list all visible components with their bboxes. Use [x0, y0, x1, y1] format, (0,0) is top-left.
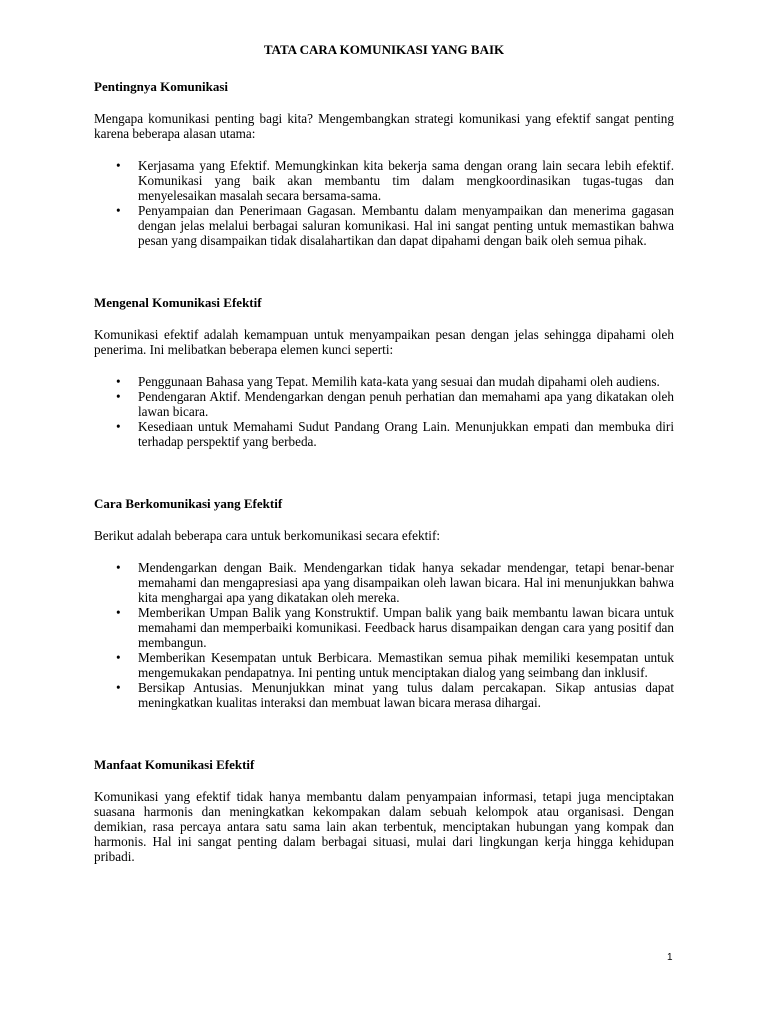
bullet-icon: • [116, 203, 121, 218]
bullet-icon: • [116, 560, 121, 575]
page-number: 1 [667, 952, 673, 963]
section-heading-pentingnya-komunikasi: Pentingnya Komunikasi [94, 79, 229, 94]
section-heading-mengenal-komunikasi-efektif: Mengenal Komunikasi Efektif [94, 295, 262, 310]
document-title: TATA CARA KOMUNIKASI YANG BAIK [263, 42, 505, 57]
spacer [94, 710, 674, 757]
list-item [94, 374, 674, 389]
bullet-icon: • [116, 158, 121, 173]
list-item [94, 158, 674, 203]
section-intro-manfaat-komunikasi: Komunikasi yang efektif tidak hanya membantu dalam penyampaian informasi, tetapi juga menciptakan suasana harmonis dan meningkatkan kekompakan dalam sebuah kelompok atau organisasi. Dengan demikian, rasa percaya antara satu sama lain akan terbentuk, menciptakan hubungan yang kompak dan harmonis. Hal ini sangat penting dalam berbagai situasi, mulai dari lingkungan kerja hingga kehidupan pribadi. [94, 789, 674, 864]
list-item-text: Penyampaian dan Penerimaan Gagasan. Membantu dalam menyampaikan dan menerima gagasan dengan jelas melalui berbagai saluran komunikasi. Hal ini sangat penting untuk memastikan bahwa pesan yang disampaikan tidak disalahartikan dan dapat dipahami dengan baik oleh semua pihak. [138, 203, 674, 248]
list-item-text: Memberikan Kesempatan untuk Berbicara. Memastikan semua pihak memiliki kesempatan untuk mengemukakan pendapatnya. Ini penting untuk menciptakan dialog yang seimbang dan inklusif. [138, 650, 674, 680]
list-item [94, 419, 674, 449]
list-item [94, 680, 674, 710]
list-item-text: Penggunaan Bahasa yang Tepat. Memilih kata-kata yang sesuai dan mudah dipahami oleh audiens. [138, 374, 660, 389]
bullet-icon: • [116, 374, 121, 389]
list-item [94, 203, 674, 248]
section-intro-cara-berkomunikasi: Berikut adalah beberapa cara untuk berkomunikasi secara efektif: [94, 528, 441, 543]
list-item [94, 605, 674, 650]
section-intro-mengenal-komunikasi-efektif: Komunikasi efektif adalah kemampuan untuk menyampaikan pesan dengan jelas sehingga dipahami oleh penerima. Ini melibatkan beberapa elemen kunci seperti: [94, 327, 674, 357]
list-item [94, 650, 674, 680]
list-item [94, 389, 674, 419]
list-item-text: Kesediaan untuk Memahami Sudut Pandang Orang Lain. Menunjukkan empati dan membuka diri terhadap perspektif yang berbeda. [138, 419, 674, 449]
bullet-list-mengenal-komunikasi-efektif [94, 374, 674, 449]
list-item [94, 560, 674, 605]
bullet-icon: • [116, 650, 121, 665]
spacer [94, 449, 674, 496]
spacer [94, 248, 674, 295]
list-item-text: Kerjasama yang Efektif. Memungkinkan kita bekerja sama dengan orang lain secara lebih efektif. Komunikasi yang baik akan membantu tim dalam mengkoordinasikan tugas-tugas dan menyelesaikan masalah secara bersama-sama. [138, 158, 674, 203]
bullet-list-cara-berkomunikasi [94, 560, 674, 710]
section-heading-cara-berkomunikasi: Cara Berkomunikasi yang Efektif [94, 496, 283, 511]
list-item-text: Mendengarkan dengan Baik. Mendengarkan tidak hanya sekadar mendengar, tetapi benar-benar memahami dan mengapresiasi apa yang disampaikan oleh lawan bicara. Hal ini menunjukkan bahwa kita menghargai apa yang dikatakan oleh mereka. [138, 560, 674, 605]
bullet-icon: • [116, 389, 121, 404]
section-heading-manfaat-komunikasi: Manfaat Komunikasi Efektif [94, 757, 255, 772]
bullet-icon: • [116, 605, 121, 620]
list-item-text: Bersikap Antusias. Menunjukkan minat yang tulus dalam percakapan. Sikap antusias dapat meningkatkan kualitas interaksi dan membuat lawan bicara merasa dihargai. [138, 680, 674, 710]
document-page [94, 42, 674, 881]
bullet-icon: • [116, 680, 121, 695]
bullet-list-pentingnya-komunikasi [94, 158, 674, 248]
bullet-icon: • [116, 419, 121, 434]
list-item-text: Memberikan Umpan Balik yang Konstruktif. Umpan balik yang baik membantu lawan bicara untuk memahami dan memperbaiki komunikasi. Feedback harus disampaikan dengan cara yang positif dan membangun. [138, 605, 674, 650]
section-intro-pentingnya-komunikasi: Mengapa komunikasi penting bagi kita? Mengembangkan strategi komunikasi yang efektif sangat penting karena beberapa alasan utama: [94, 111, 674, 141]
list-item-text: Pendengaran Aktif. Mendengarkan dengan penuh perhatian dan memahami apa yang dikatakan oleh lawan bicara. [138, 389, 674, 419]
